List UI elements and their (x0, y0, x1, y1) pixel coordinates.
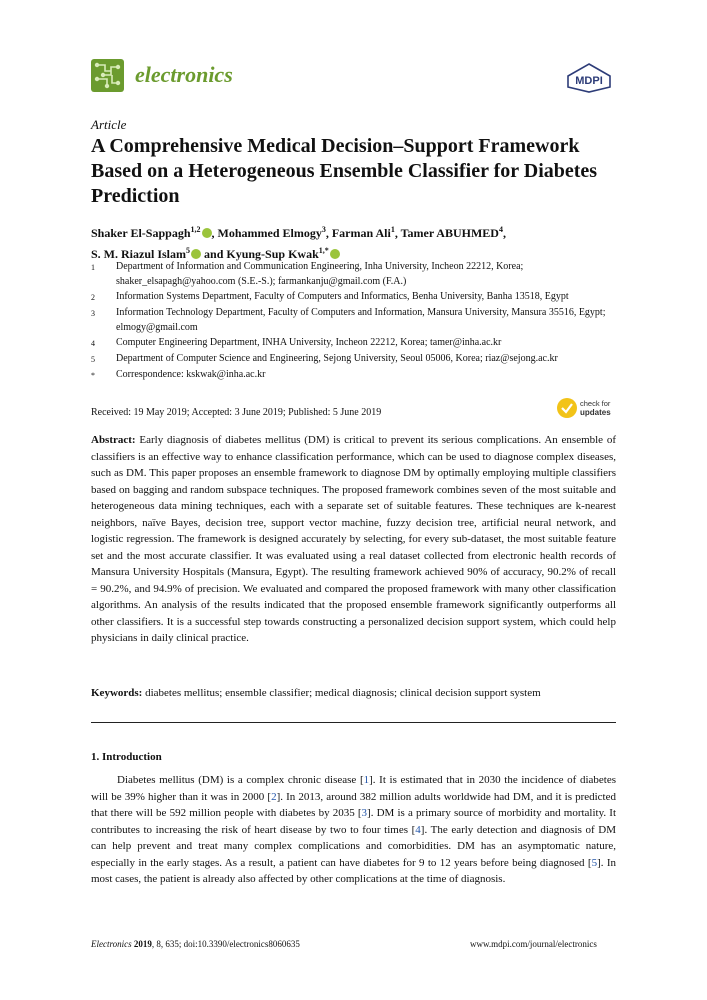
citation-link[interactable]: 1 (363, 774, 370, 786)
article-type: Article (91, 117, 127, 132)
intro-text: Diabetes mellitus (DM) is a complex chronic disease [ (117, 774, 364, 786)
intro-text: ]. DM is a primary source of morbidity and mortality. It contributes to increasing the risk of heart disease by two to four times [ (91, 807, 616, 836)
footer-volume: , 8, 635; doi:10.3390/electronics8060635 (151, 939, 300, 949)
author-affiliation-sup: 4 (498, 225, 503, 234)
intro-text: ]. The early detection and diagnosis of DM can help prevent and treat many complex complications and comorbidities. DM has an asymptomatic nature, especially in the early stages. As a result, a patient can have diabetes for 9 to 12 years before being diagnosed [ (91, 823, 616, 869)
author (218, 226, 332, 240)
affiliation-text: Information Systems Department, Faculty of Computers and Informatics, Benha University, Banha 13518, Egypt (116, 291, 569, 302)
author-name: Kyung-Sup Kwak (226, 247, 319, 261)
section-heading: 1. Introduction (91, 751, 162, 763)
affiliation-text: Department of Computer Science and Engineering, Sejong University, Seoul 05006, Korea; riaz@sejong.ac.kr (116, 353, 558, 364)
intro-text: ]. In 2013, around 382 million adults worldwide had DM, and it is predicted that there will be 592 million people with diabetes by 2035 [ (91, 790, 617, 819)
author-affiliation-sup: 5 (186, 246, 191, 255)
affiliations (91, 259, 631, 383)
affiliation-text: Information Technology Department, Faculty of Computers and Information, Mansura University, Mansura 35516, Egypt; elmogy@gmail.com (116, 307, 606, 333)
author-affiliation-sup: 1,2 (190, 225, 201, 234)
citation-link[interactable]: 2 (271, 790, 277, 803)
citation-link[interactable]: 3 (361, 807, 368, 819)
intro-text: ]. It is estimated that in 2030 the incidence of diabetes will be 39% higher than it was in 2000 [ (91, 774, 616, 803)
author-affiliation-sup: 1,* (318, 246, 329, 255)
citation-link[interactable]: 5 (591, 856, 598, 869)
affiliation-text: Department of Information and Communication Engineering, Inha University, Incheon 22212, Korea; shaker_elsapagh@yahoo.com (S.E.-S.); farmankanju@gmail.com (F.A.) (116, 261, 524, 287)
footer-year: 2019 (133, 939, 152, 949)
author-separator: , (394, 226, 401, 240)
affiliation-text: Computer Engineering Department, INHA University, Incheon 22212, Korea; tamer@inha.ac.kr (116, 337, 502, 348)
affiliation-item (91, 367, 631, 383)
intro-text: ]. In most cases, the patient is already also affected by other complications at the time of diagnosis. (91, 856, 616, 885)
divider (91, 722, 616, 723)
author-name: Shaker El-Sappagh (91, 226, 191, 240)
affiliation-item (91, 259, 631, 289)
author-name: Tamer ABUHMED (400, 226, 499, 240)
mdpi-logo (566, 63, 612, 93)
author-separator: , (325, 226, 332, 240)
author-affiliation-sup: 3 (321, 225, 326, 234)
affiliation-number: * (91, 371, 95, 380)
affiliation-item (91, 335, 631, 351)
keywords-label: Keywords: (91, 687, 143, 699)
author (332, 226, 401, 240)
footer-url[interactable]: www.mdpi.com/journal/electronics (470, 939, 597, 949)
journal-logo (91, 59, 124, 92)
keywords-text: diabetes mellitus; ensemble classifier; medical diagnosis; clinical decision support system (145, 687, 541, 699)
keywords (91, 687, 616, 699)
orcid-icon[interactable] (202, 228, 212, 238)
journal-name: electronics (135, 62, 233, 87)
citation-link[interactable]: 4 (415, 823, 421, 836)
author (91, 226, 218, 240)
abstract-label: Abstract: (91, 434, 136, 446)
author-list (91, 221, 631, 263)
check-for-updates-badge[interactable] (556, 397, 618, 419)
affiliation-number: 1 (91, 263, 95, 272)
affiliation-text: Correspondence: kskwak@inha.ac.kr (116, 369, 266, 380)
author-name: S. M. Riazul Islam (91, 247, 187, 261)
affiliation-number: 2 (91, 293, 95, 302)
paper-title: A Comprehensive Medical Decision–Support Framework Based on a Heterogeneous Ensemble Classifier for Diabetes Prediction (91, 135, 598, 207)
author-name: Mohammed Elmogy (217, 226, 322, 240)
affiliation-number: 5 (91, 355, 95, 364)
author-separator: and (201, 247, 227, 261)
footer-citation (91, 939, 300, 949)
author-separator: , (502, 226, 506, 240)
check-icon (557, 398, 577, 418)
abstract-text: Early diagnosis of diabetes mellitus (DM) is critical to prevent its serious complications. An ensemble of classifiers is an effective way to enhance classification performance, which can be used to diagnose complex diseases, such as DM. This paper proposes an ensemble framework to diagnose DM by optimally employing multiple classifiers based on bagging and random subspace techniques. The proposed framework combines seven of the most suitable and heterogeneous data mining techniques, each with a separate set of suitable features. These techniques are k-nearest neighbors, naïve Bayes, decision tree, support vector machine, fuzzy decision tree, artificial neural network, and logistic regression. The framework is designed accurately by selecting, for every sub-dataset, the most suitable feature set and the most accurate classifier. It was evaluated using a real dataset collected from electronic health records of Mansura University Hospitals (Mansura, Egypt). The resulting framework achieved 90% of accuracy, 90.2% of recall = 90.2%, and 94.9% of precision. We evaluated and compared the proposed framework with many other classification algorithms. An analysis of the results indicated that the proposed ensemble framework significantly outperforms all other classifiers. It is a successful step towards constructing a personalized decision support system, which could help physicians in daily clinical practice. (91, 434, 617, 644)
orcid-icon[interactable] (330, 249, 340, 259)
author (401, 226, 506, 240)
affiliation-number: 3 (91, 309, 95, 318)
publication-dates: Received: 19 May 2019; Accepted: 3 June 2019; Published: 5 June 2019 (91, 407, 382, 418)
introduction-paragraph (91, 772, 616, 888)
footer-journal: Electronics (91, 939, 132, 949)
orcid-icon[interactable] (191, 249, 201, 259)
mdpi-logo-text: MDPI (575, 75, 603, 87)
affiliation-item (91, 351, 631, 367)
affiliation-number: 4 (91, 339, 95, 348)
affiliation-item (91, 289, 631, 305)
abstract (91, 432, 616, 647)
affiliation-item (91, 305, 631, 335)
author-separator: , (211, 226, 218, 240)
author-name: Farman Ali (331, 226, 391, 240)
author-affiliation-sup: 1 (390, 225, 395, 234)
check-updates-line1: check for (580, 399, 611, 408)
check-updates-line2: updates (580, 408, 611, 417)
